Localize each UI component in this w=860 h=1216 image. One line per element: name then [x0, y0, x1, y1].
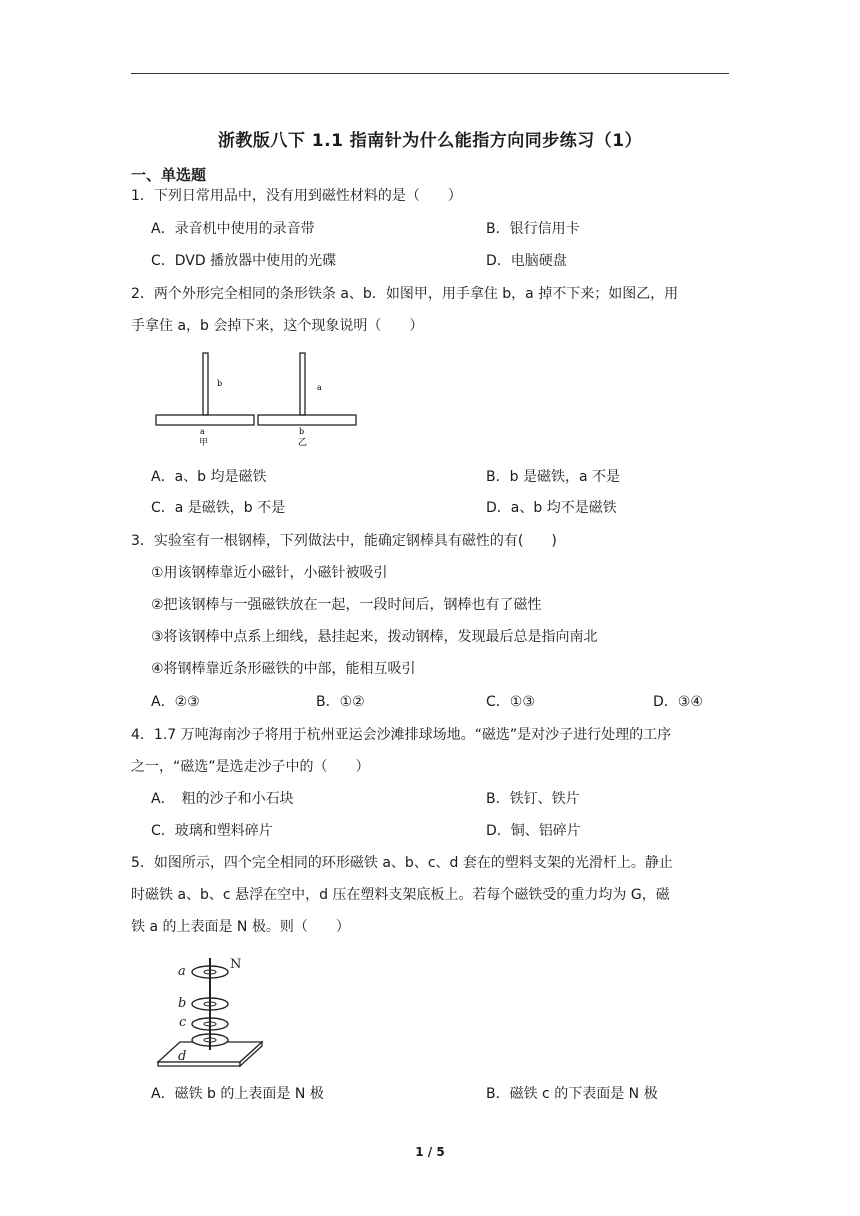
q2-stem-line1: 2．两个外形完全相同的条形铁条 a、b．如图甲，用手拿住 b，a 掉不下来；如图乙，用 [131, 286, 679, 302]
q2-option-c[interactable]: C．a 是磁铁，b 不是 [151, 500, 286, 516]
page-number: 1 / 5 [415, 1145, 445, 1159]
page-title: 浙教版八下 1.1 指南针为什么能指方向同步练习（1） [217, 131, 643, 151]
q5-option-a[interactable]: A．磁铁 b 的上表面是 N 极 [151, 1086, 324, 1102]
q4-option-d[interactable]: D．铜、铝碎片 [486, 823, 581, 839]
fig-jia-bottom-label: a [200, 427, 205, 436]
q4-option-b[interactable]: B．铁钉、铁片 [486, 791, 580, 807]
fig-yi-caption: 乙 [298, 438, 308, 448]
label-b: b [178, 996, 187, 1011]
q2-figure [150, 348, 362, 448]
q4-stem-line1: 4．1.7 万吨海南沙子将用于杭州亚运会沙滩排球场地。“磁选”是对沙子进行处理的工序 [131, 727, 672, 743]
fig-jia-top-label: b [217, 379, 223, 388]
q4-option-c[interactable]: C．玻璃和塑料碎片 [151, 823, 273, 839]
q3-option-d[interactable]: D．③④ [653, 694, 703, 710]
figure-yi [258, 353, 356, 448]
q2-stem-line2: 手拿住 a，b 会掉下来，这个现象说明（ ） [131, 318, 424, 334]
q5-option-b[interactable]: B．磁铁 c 的下表面是 N 极 [486, 1086, 658, 1102]
q3-option-c[interactable]: C．①③ [486, 694, 535, 710]
label-d: d [178, 1049, 187, 1064]
q3-statement-4: ④将钢棒靠近条形磁铁的中部，能相互吸引 [151, 661, 416, 677]
q4-option-a[interactable]: A． 粗的沙子和小石块 [151, 791, 294, 807]
q3-statement-3: ③将该钢棒中点系上细线，悬挂起来，拨动钢棒，发现最后总是指向南北 [151, 629, 598, 645]
q3-option-b[interactable]: B．①② [316, 694, 365, 710]
q5-stem-line1: 5．如图所示，四个完全相同的环形磁铁 a、b、c、d 套在的塑料支架的光滑杆上。静止 [131, 855, 673, 871]
fig-yi-top-label: a [317, 383, 322, 392]
fig-jia-caption: 甲 [199, 438, 209, 448]
header-rule [131, 73, 729, 74]
q1-option-c[interactable]: C．DVD 播放器中使用的光碟 [151, 253, 337, 269]
q1-option-a[interactable]: A．录音机中使用的录音带 [151, 221, 315, 237]
figure-jia [156, 353, 254, 448]
base-plate-edge [158, 1062, 240, 1066]
q2-option-a[interactable]: A．a、b 均是磁铁 [151, 469, 267, 485]
label-a: a [178, 964, 186, 979]
label-c: c [179, 1015, 187, 1030]
q3-statement-2: ②把该钢棒与一强磁铁放在一起，一段时间后，钢棒也有了磁性 [151, 597, 542, 613]
q1-option-d[interactable]: D．电脑硬盘 [486, 253, 567, 269]
q5-stem-line3: 铁 a 的上表面是 N 极。则（ ） [131, 919, 350, 935]
q5-ring-magnet-figure [152, 950, 266, 1068]
q3-option-a[interactable]: A．②③ [151, 694, 200, 710]
q2-option-d[interactable]: D．a、b 均不是磁铁 [486, 500, 617, 516]
q1-stem: 1．下列日常用品中，没有用到磁性材料的是（ ） [131, 188, 462, 204]
section-heading: 一、单选题 [131, 166, 207, 184]
q3-statement-1: ①用该钢棒靠近小磁针，小磁针被吸引 [151, 565, 388, 581]
fig-yi-bottom-label: b [299, 427, 305, 436]
q4-stem-line2: 之一，“磁选”是选走沙子中的（ ） [131, 759, 370, 775]
q3-stem: 3．实验室有一根钢棒，下列做法中，能确定钢棒具有磁性的有( ) [131, 533, 557, 549]
q5-stem-line2: 时磁铁 a、b、c 悬浮在空中，d 压在塑料支架底板上。若每个磁铁受的重力均为 G，磁 [131, 887, 670, 903]
label-north-pole: N [230, 957, 242, 972]
q1-option-b[interactable]: B．银行信用卡 [486, 221, 580, 237]
q2-option-b[interactable]: B．b 是磁铁，a 不是 [486, 469, 620, 485]
